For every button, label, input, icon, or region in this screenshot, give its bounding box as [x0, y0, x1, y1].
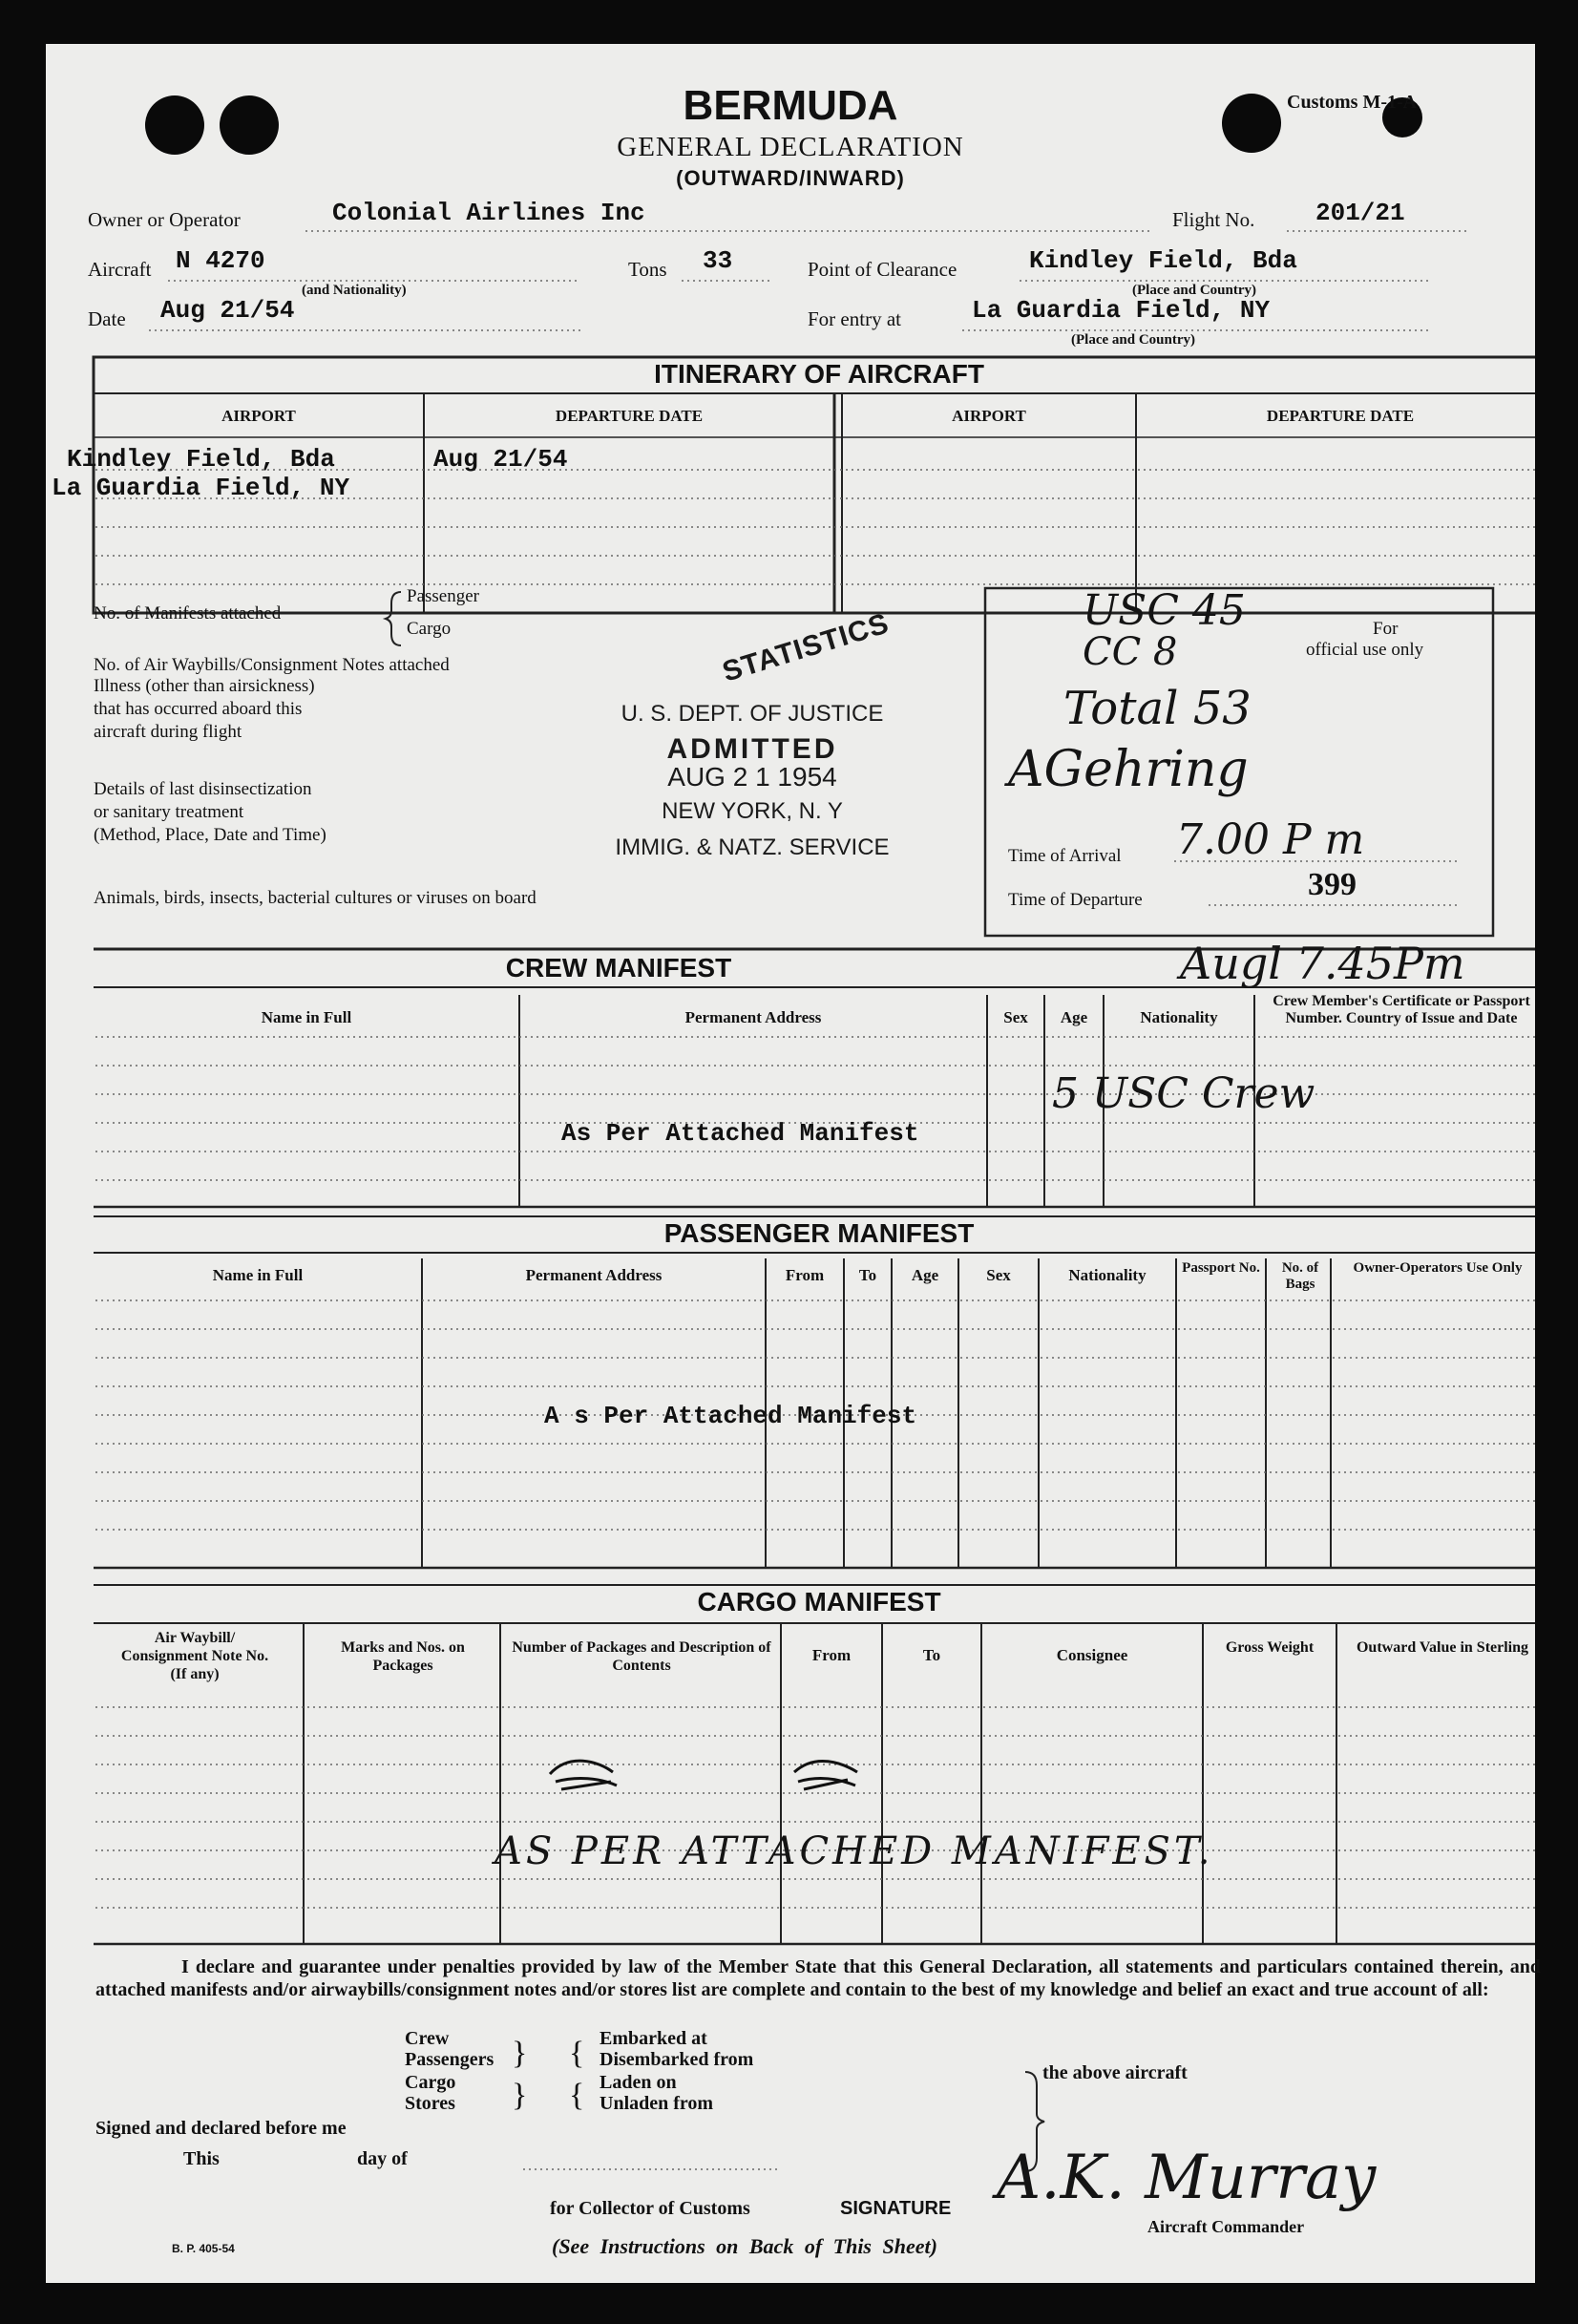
aircraft-note: (and Nationality)	[302, 283, 407, 298]
crew-col-name: Name in Full	[261, 1008, 352, 1026]
after-hours-hand: Augl 7.45Pm	[1180, 938, 1465, 989]
stamp-city: NEW YORK, N. Y	[662, 798, 843, 824]
form-title: BERMUDA	[683, 82, 898, 129]
crew-col-age: Age	[1060, 1008, 1088, 1026]
stamp-dept: U. S. DEPT. OF JUSTICE	[621, 701, 884, 727]
official-hand-cc: CC 8	[1083, 630, 1178, 674]
form-subtitle: GENERAL DECLARATION	[617, 132, 964, 162]
crew-note: As Per Attached Manifest	[561, 1119, 919, 1148]
official-for: For	[1373, 619, 1399, 639]
crew-col-sex: Sex	[1003, 1008, 1028, 1026]
departure-label: Time of Departure	[1008, 890, 1143, 910]
official-hand-signature: AGehring	[1008, 741, 1249, 798]
itinerary-col-airport-2: AIRPORT	[952, 407, 1026, 425]
passenger-title: PASSENGER MANIFEST	[663, 1218, 975, 1248]
cargo-hand: AS PER ATTACHED MANIFEST.	[494, 1829, 1214, 1873]
manifests-label: No. of Manifests attached	[94, 603, 282, 623]
flight-label: Flight No.	[1172, 208, 1255, 231]
decl-unladen: Unladen from	[600, 2093, 714, 2114]
decl-embarked: Embarked at	[600, 2028, 707, 2049]
cargo-col-to: To	[922, 1646, 941, 1664]
aircraft-value: N 4270	[176, 246, 265, 275]
arrival-hand: 7.00 P m	[1176, 815, 1365, 864]
passenger-col-nationality: Nationality	[1068, 1266, 1147, 1284]
passenger-col-owner: Owner-Operators Use Only	[1353, 1260, 1523, 1276]
itinerary-title: ITINERARY OF AIRCRAFT	[654, 359, 984, 389]
entry-note: (Place and Country)	[1071, 332, 1195, 348]
decl-day-of: day of	[357, 2148, 408, 2169]
crew-hand: 5 USC Crew	[1052, 1069, 1315, 1118]
departure-value: 399	[1308, 867, 1357, 902]
itinerary-col-departure-2: DEPARTURE DATE	[1266, 407, 1415, 425]
decl-cargo: Cargo	[405, 2072, 456, 2093]
decl-laden: Laden on	[600, 2072, 677, 2093]
cargo-col-from: From	[811, 1646, 852, 1664]
passenger-col-to: To	[858, 1266, 877, 1284]
entry-label: For entry at	[808, 307, 901, 330]
cargo-col-marks: Marks and Nos. on Packages	[341, 1639, 465, 1674]
stamp-date: AUG 2 1 1954	[667, 762, 837, 792]
tons-label: Tons	[628, 258, 667, 281]
customs-form-number: Customs M-1-A	[1287, 92, 1418, 113]
crew-col-nationality: Nationality	[1140, 1008, 1218, 1026]
passenger-col-from: From	[785, 1266, 825, 1284]
decl-disembarked: Disembarked from	[600, 2049, 754, 2070]
disinsect-line-1: Details of last disinsectization	[94, 779, 312, 799]
crew-title: CREW MANIFEST	[505, 953, 732, 982]
passenger-col-name: Name in Full	[212, 1266, 304, 1284]
decl-bracket-2: }	[512, 2078, 528, 2113]
illness-line-1: Illness (other than airsickness)	[94, 676, 315, 696]
itinerary-col-departure-1: DEPARTURE DATE	[555, 407, 704, 425]
decl-this: This	[183, 2148, 220, 2169]
form-direction: (OUTWARD/INWARD)	[676, 166, 905, 190]
decl-bracket-1: }	[512, 2036, 528, 2071]
stamp-service: IMMIG. & NATZ. SERVICE	[615, 835, 890, 860]
flight-value: 201/21	[1315, 199, 1405, 227]
form-number: B. P. 405-54	[172, 2242, 235, 2255]
official-use: official use only	[1306, 640, 1424, 660]
passenger-col-passport: Passport No.	[1182, 1260, 1260, 1276]
decl-above-aircraft: the above aircraft	[1042, 2062, 1188, 2083]
decl-bracket-3: {	[569, 2036, 585, 2071]
official-hand-total: Total 53	[1063, 682, 1252, 735]
manifests-passenger: Passenger	[407, 586, 479, 606]
owner-value: Colonial Airlines Inc	[332, 199, 645, 227]
cargo-title: CARGO MANIFEST	[697, 1587, 941, 1616]
clearance-value: Kindley Field, Bda	[1029, 246, 1297, 275]
entry-value: La Guardia Field, NY	[972, 296, 1271, 325]
disinsect-line-3: (Method, Place, Date and Time)	[94, 825, 326, 845]
passenger-note: A s Per Attached Manifest	[544, 1402, 917, 1430]
decl-passengers: Passengers	[405, 2049, 494, 2070]
passenger-col-sex: Sex	[986, 1266, 1011, 1284]
commander-signature: A.K. Murray	[997, 2143, 1377, 2213]
statistics-stamp: STATISTICS	[718, 607, 894, 688]
passenger-col-address: Permanent Address	[525, 1266, 663, 1284]
decl-commander: Aircraft Commander	[1147, 2217, 1305, 2236]
crew-col-certificate: Crew Member's Certificate or Passport Number. Country of Issue and Date	[1273, 993, 1530, 1026]
animals-label: Animals, birds, insects, bacterial cultures or viruses on board	[94, 888, 537, 908]
clearance-label: Point of Clearance	[808, 258, 957, 281]
decl-signature-label: SIGNATURE	[840, 2198, 952, 2219]
cargo-col-value: Outward Value in Sterling	[1356, 1639, 1529, 1656]
cargo-col-consignee: Consignee	[1056, 1646, 1128, 1664]
stamp-admitted: ADMITTED	[666, 733, 838, 765]
disinsect-line-2: or sanitary treatment	[94, 802, 244, 822]
date-label: Date	[88, 307, 126, 330]
aircraft-label: Aircraft	[88, 258, 152, 281]
decl-bracket-4: {	[569, 2078, 585, 2113]
tons-value: 33	[703, 246, 733, 275]
form-sheet	[46, 44, 1541, 2283]
decl-crew: Crew	[405, 2028, 450, 2049]
manifests-cargo: Cargo	[407, 619, 452, 639]
official-hand-usc: USC 45	[1083, 586, 1246, 635]
owner-label: Owner or Operator	[88, 208, 241, 231]
itinerary-col-airport-1: AIRPORT	[221, 407, 296, 425]
declaration-text: I declare and guarantee under penalties provided by law of the Member State that this General Declaration, all statements and particulars contained therein, and attached manifests and/or airwaybills/consignment notes and/or stores list are complete and contain to the best of my knowledge and belief an exact and true account of all:	[95, 1956, 1541, 2000]
itinerary-departure-1: Aug 21/54	[433, 445, 568, 474]
crew-col-address: Permanent Address	[684, 1008, 822, 1026]
passenger-col-age: Age	[911, 1266, 939, 1284]
cargo-col-description: Number of Packages and Description of Contents	[512, 1639, 771, 1674]
date-value: Aug 21/54	[160, 296, 295, 325]
cargo-col-waybill: Air Waybill/ Consignment Note No. (If any)	[120, 1630, 269, 1682]
waybills-label: No. of Air Waybills/Consignment Notes attached	[94, 655, 450, 675]
cargo-col-weight: Gross Weight	[1225, 1639, 1315, 1656]
illness-line-3: aircraft during flight	[94, 722, 242, 742]
instructions-note: (See Instructions on Back of This Sheet)	[552, 2234, 937, 2258]
arrival-label: Time of Arrival	[1008, 846, 1122, 866]
clearance-note: (Place and Country)	[1132, 283, 1256, 298]
decl-stores: Stores	[405, 2093, 455, 2114]
decl-signed: Signed and declared before me	[95, 2118, 347, 2139]
itinerary-airport-2: La Guardia Field, NY	[52, 474, 350, 502]
itinerary-airport-1: Kindley Field, Bda	[67, 445, 335, 474]
decl-collector: for Collector of Customs	[550, 2198, 750, 2219]
illness-line-2: that has occurred aboard this	[94, 699, 303, 719]
passenger-col-bags: No. of Bags	[1281, 1260, 1319, 1292]
